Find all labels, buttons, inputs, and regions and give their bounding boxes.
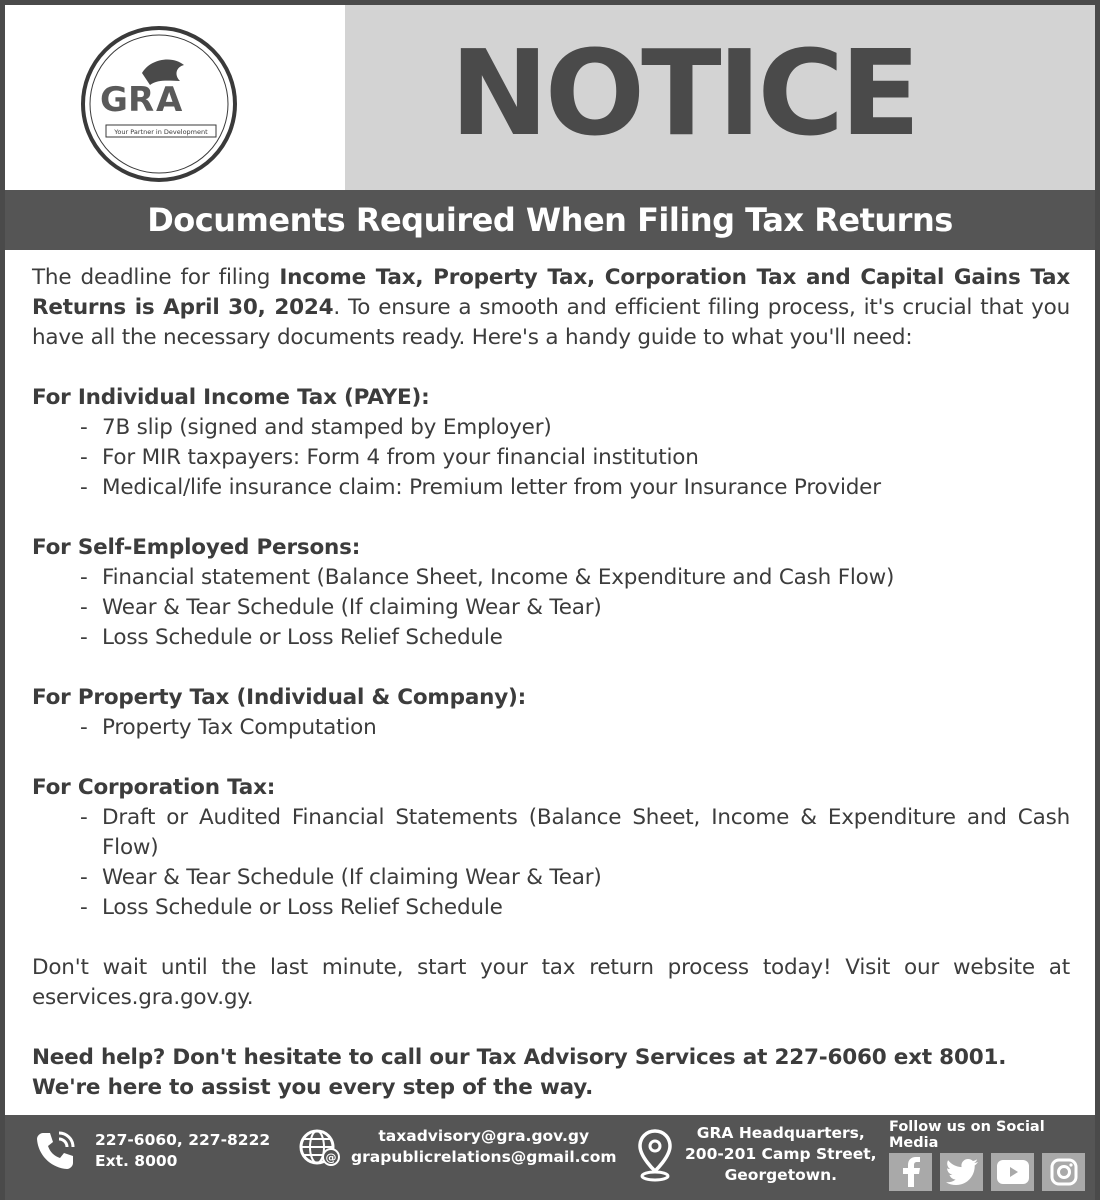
list-corporation — [32, 803, 1070, 923]
banner-title: Documents Required When Filing Tax Returns — [147, 201, 953, 239]
list-item: - For MIR taxpayers: Form 4 from your financial institution — [80, 443, 1070, 473]
svg-text:G: G — [100, 80, 128, 120]
list-item: - Loss Schedule or Loss Relief Schedule — [80, 623, 1070, 653]
list-item: - Medical/life insurance claim: Premium letter from your Insurance Provider — [80, 473, 1070, 503]
section-title-property: For Property Tax (Individual & Company): — [32, 685, 527, 710]
section-title-corporation: For Corporation Tax: — [32, 775, 276, 800]
notice-heading-area — [345, 5, 1095, 190]
twitter-icon[interactable] — [940, 1153, 983, 1191]
list-property — [32, 713, 1070, 743]
intro-paragraph — [32, 263, 1070, 353]
list-item: - Draft or Audited Financial Statements (Balance Sheet, Income & Expenditure and Cash Flow) — [80, 803, 1070, 863]
svg-text:A: A — [156, 80, 183, 120]
footer-email — [297, 1125, 617, 1169]
gra-logo — [80, 25, 238, 183]
social-media-title: Follow us on Social Media — [889, 1119, 1045, 1151]
section-title-self-employed: For Self-Employed Persons: — [32, 535, 361, 560]
notice-body — [32, 263, 1070, 1103]
logo-area — [5, 5, 345, 190]
intro-bold: Income Tax, Property Tax, Corporation Tax and Capital Gains Tax Returns is April 30, 2024 — [32, 265, 1070, 320]
globe-email-icon — [297, 1125, 341, 1169]
social-media-links — [889, 1153, 1085, 1191]
list-item: - 7B slip (signed and stamped by Employer) — [80, 413, 1070, 443]
address-line-3: Georgetown. — [724, 1166, 837, 1184]
youtube-icon[interactable] — [991, 1153, 1034, 1191]
closing-paragraph: Don't wait until the last minute, start your tax return process today! Visit our website at eservices.gra.gov.gy. — [32, 955, 1070, 1010]
intro-lead: The deadline for filing — [32, 265, 280, 290]
help-paragraph: Need help? Don't hesitate to call our Tax Advisory Services at 227-6060 ext 8001. We're here to assist you every step of the way. — [32, 1045, 1007, 1100]
email-publicrelations[interactable]: grapublicrelations@gmail.com — [351, 1148, 617, 1166]
footer-phone — [31, 1127, 270, 1175]
list-self-employed — [32, 563, 1070, 653]
list-item: - Financial statement (Balance Sheet, Income & Expenditure and Cash Flow) — [80, 563, 1070, 593]
address-line-2: 200-201 Camp Street, — [685, 1145, 877, 1163]
title-banner — [5, 190, 1095, 250]
email-text — [351, 1126, 617, 1168]
list-item: - Property Tax Computation — [80, 713, 1070, 743]
phone-extension: Ext. 8000 — [95, 1152, 178, 1170]
svg-text:R: R — [128, 80, 155, 120]
address-line-1: GRA Headquarters, — [696, 1124, 865, 1142]
phone-icon — [31, 1127, 79, 1175]
list-item: - Loss Schedule or Loss Relief Schedule — [80, 893, 1070, 923]
phone-numbers: 227-6060, 227-8222 — [95, 1131, 271, 1149]
list-individual — [32, 413, 1070, 503]
footer — [5, 1115, 1095, 1200]
svg-text:Your Partner in Development: Your Partner in Development — [114, 128, 208, 136]
header — [5, 5, 1095, 239]
list-item: - Wear & Tear Schedule (If claiming Wear & Tear) — [80, 863, 1070, 893]
section-title-individual: For Individual Income Tax (PAYE): — [32, 385, 430, 410]
location-pin-icon — [635, 1127, 675, 1183]
email-taxadvisory[interactable]: taxadvisory@gra.gov.gy — [378, 1127, 590, 1145]
phone-text — [95, 1130, 270, 1172]
facebook-icon[interactable] — [889, 1153, 932, 1191]
svg-text:@: @ — [325, 1151, 337, 1164]
instagram-icon[interactable] — [1042, 1153, 1085, 1191]
notice-heading: NOTICE — [450, 24, 917, 162]
footer-address — [635, 1123, 877, 1186]
list-item: - Wear & Tear Schedule (If claiming Wear & Tear) — [80, 593, 1070, 623]
address-text — [685, 1123, 877, 1186]
intro-rest: . To ensure a smooth and efficient filing process, it's crucial that you have all the necessary documents ready. Here's a handy guide to what you'll need: — [32, 295, 1070, 350]
